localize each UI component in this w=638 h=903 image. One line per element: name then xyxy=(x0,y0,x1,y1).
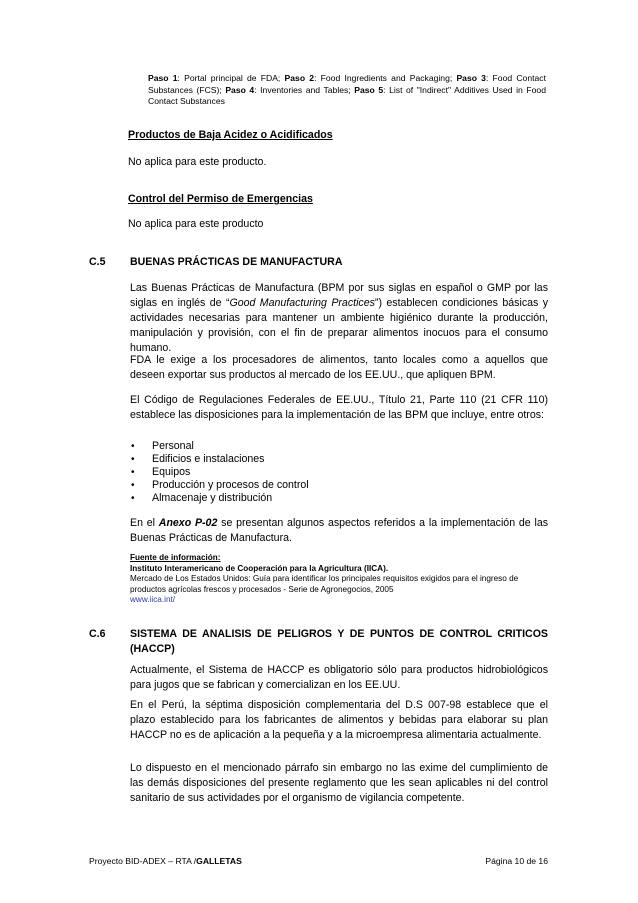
bullet-icon: • xyxy=(131,454,135,465)
step-2-text: : Food Ingredients and Packaging; xyxy=(314,73,457,83)
subsection-text: No aplica para este producto. xyxy=(128,156,267,168)
list-item-text: Edificios e instalaciones xyxy=(152,453,265,465)
subsection-text: No aplica para este producto xyxy=(128,218,264,230)
list-item xyxy=(128,440,528,453)
c6-paragraph-1: Actualmente, el Sistema de HACCP es obligatorio sólo para productos hidrobiológicos para jugos que se fabrican y comercializan en los EE.UU. xyxy=(130,664,548,691)
source-link[interactable]: www.iica.int/ xyxy=(130,595,176,604)
bpm-list xyxy=(128,440,528,505)
c6-paragraph-2: En el Perú, la séptima disposición complementaria del D.S 007-98 establece que el plazo establecido para los fabricantes de alimentos y bebidas para elaborar su plan HACCP no es de aplicación a la pequeña y a la microempresa alimentaria actualmente. xyxy=(130,699,548,741)
source-institution: Instituto Interamericano de Cooperación para la Agricultura (IICA). xyxy=(130,563,389,573)
bullet-icon: • xyxy=(131,441,135,452)
footer-page-number: Página 10 de 16 xyxy=(485,856,548,866)
step-3-label: Paso 3 xyxy=(456,73,486,83)
italic-term: Good Manufacturing Practices xyxy=(229,297,375,309)
section-title: BUENAS PRÁCTICAS DE MANUFACTURA xyxy=(130,256,343,268)
list-item-text: Almacenaje y distribución xyxy=(152,492,273,504)
text: En el xyxy=(130,517,159,529)
bullet-icon: • xyxy=(131,480,135,491)
step-1-label: Paso 1 xyxy=(148,73,178,83)
list-item xyxy=(128,479,528,492)
text: ”) establecen condiciones básicas y actividades necesarias para mantener un ambiente higiénico durante la producción, manipulación y provisión, con el fin de preparar alimentos inocuos para el consumo humano. xyxy=(130,297,549,354)
c6-paragraph-3: Lo dispuesto en el mencionado párrafo sin embargo no las exime del cumplimiento de las demás disposiciones del presente reglamento que les sean aplicables ni del control sanitario de sus actividades por el organismo de vigilancia competente. xyxy=(130,762,548,804)
subsection-title: Control del Permiso de Emergencias xyxy=(128,193,313,205)
list-item xyxy=(128,492,528,505)
step-3-text: : Food Contact Substances (FCS); xyxy=(148,73,546,95)
list-item-text: Equipos xyxy=(152,466,191,478)
c5-paragraph-2: FDA le exige a los procesadores de alimentos, tanto locales como a aquellos que deseen exportar sus productos al mercado de los EE.UU., que apliquen BPM. xyxy=(130,354,548,381)
section-title: SISTEMA DE ANALISIS DE PELIGROS Y DE PUNTOS DE CONTROL CRITICOS (HACCP) xyxy=(130,628,548,655)
annex-reference: Anexo P-02 xyxy=(158,517,218,529)
intro-note xyxy=(148,73,546,108)
text: se presentan algunos aspectos referidos a la implementación de las Buenas Prácticas de Manufactura. xyxy=(130,517,549,544)
footer-project-prefix: Proyecto BID-ADEX – RTA / xyxy=(89,856,197,866)
subsection-title: Productos de Baja Acidez o Acidificados xyxy=(128,129,333,141)
bullet-icon: • xyxy=(131,467,135,478)
step-5-label: Paso 5 xyxy=(354,84,384,95)
source-block xyxy=(130,553,548,606)
source-label: Fuente de información: xyxy=(130,553,221,562)
section-number: C.6 xyxy=(89,628,106,640)
step-1-text: : Portal principal de FDA; xyxy=(177,73,285,83)
step-4-label: Paso 4 xyxy=(225,84,255,95)
list-item xyxy=(128,466,528,479)
footer-project-name: GALLETAS xyxy=(196,856,242,866)
list-item-text: Producción y procesos de control xyxy=(152,479,309,491)
list-item xyxy=(128,453,528,466)
footer-project xyxy=(89,856,242,866)
step-2-label: Paso 2 xyxy=(284,73,315,83)
c5-paragraph-3: El Código de Regulaciones Federales de EE.UU., Título 21, Parte 110 (21 CFR 110) establece las disposiciones para la implementación de las BPM que incluye, entre otros: xyxy=(130,394,548,421)
c5-paragraph-1 xyxy=(130,281,548,356)
section-number: C.5 xyxy=(89,256,106,268)
step-5-text: : List of "Indirect" Additives Used in Food Contact Substances xyxy=(148,84,546,106)
source-text: Mercado de Los Estados Unidos: Guía para identificar los principales requisitos exigidos para el ingreso de productos agrícolas frescos y procesados - Serie de Agronegocios, 2005 xyxy=(130,574,519,594)
text: Las Buenas Prácticas de Manufactura (BPM por sus siglas en español o GMP por las siglas en inglés de “ xyxy=(130,282,548,309)
bullet-icon: • xyxy=(131,493,135,504)
step-4-text: : Inventories and Tables; xyxy=(254,84,355,95)
list-item-text: Personal xyxy=(152,440,194,452)
c5-paragraph-4 xyxy=(130,516,548,546)
